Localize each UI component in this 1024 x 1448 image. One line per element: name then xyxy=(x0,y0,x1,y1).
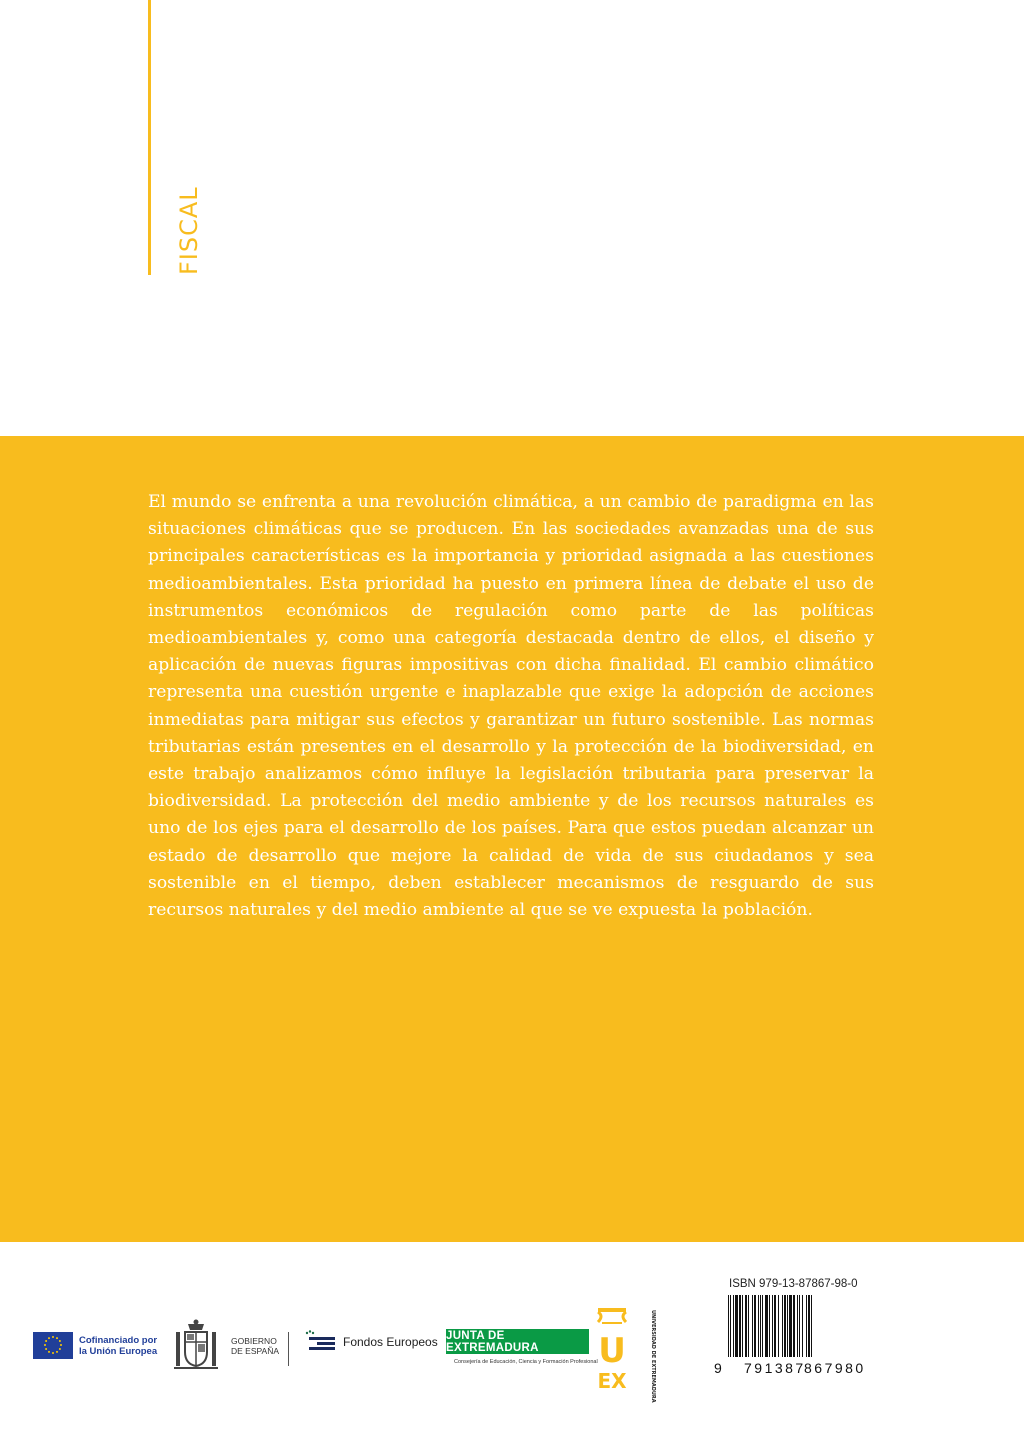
gobierno-text-line2: DE ESPAÑA xyxy=(231,1346,280,1356)
barcode-bar xyxy=(799,1295,800,1357)
barcode-bar xyxy=(735,1295,738,1357)
barcode-bar xyxy=(774,1295,776,1357)
barcode-bar xyxy=(797,1295,798,1357)
barcode-digits-right: 867980 xyxy=(804,1360,866,1376)
gobierno-espana-logo xyxy=(173,1318,279,1374)
eu-text-line1: Cofinanciado por xyxy=(79,1334,158,1346)
barcode-bar xyxy=(752,1295,753,1357)
barcode-bar xyxy=(762,1295,763,1357)
eu-text-line2: la Unión Europea xyxy=(79,1345,158,1357)
isbn-barcode xyxy=(726,1295,866,1362)
barcode-bar xyxy=(730,1295,731,1357)
barcode-bar xyxy=(754,1295,756,1357)
fondos-europeos-logo xyxy=(303,1330,438,1354)
barcode-digit-first: 9 xyxy=(714,1360,722,1376)
fiscal-label: FISCAL xyxy=(175,186,203,275)
barcode-bar xyxy=(765,1295,768,1357)
isbn-label: ISBN 979-13-87867-98-0 xyxy=(729,1278,858,1290)
barcode-bar xyxy=(745,1295,747,1357)
barcode-bar xyxy=(808,1295,810,1357)
barcode-bar xyxy=(802,1295,803,1357)
barcode-bar xyxy=(782,1295,783,1357)
barcode-bar xyxy=(789,1295,792,1357)
barcode-bar xyxy=(748,1295,749,1357)
spine-label xyxy=(153,187,243,277)
junta-extremadura-logo xyxy=(446,1329,598,1365)
logo-separator xyxy=(288,1332,289,1366)
spain-coat-of-arms-icon xyxy=(173,1318,219,1374)
barcode-bar xyxy=(772,1295,773,1357)
gobierno-text-line1: GOBIERNO xyxy=(231,1336,277,1346)
barcode-bar xyxy=(728,1295,729,1357)
back-cover-description: El mundo se enfrenta a una revolución climática, a un cambio de paradigma en las situaciones climáticas que se producen. En las sociedades avanzadas una de sus principales características es la importancia y prioridad asignada a las cuestiones medioambientales. Esta prioridad ha puesto en primera línea de debate el uso de instrumentos económicos de regulación como parte de las políticas medioambientales y, como una categoría destacada dentro de ellos, el diseño y aplicación de nuevas figuras impositivas con dicha finalidad. El cambio climático representa una cuestión urgente e inaplazable que exige la adopción de acciones inmediatas para mitigar sus efectos y garantizar un futuro sostenible. Las normas tributarias están presentes en el desarrollo y la protección de la biodiversidad, en este trabajo analizamos cómo influye la legislación tributaria para preservar la biodiversidad. La protección del medio ambiente y de los recursos naturales es uno de los ejes para el desarrollo de los países. Para que estos puedan alcanzar un estado de desarrollo que mejore la calidad de vida de sus ciudadanos y sea sostenible en el tiempo, deben establecer mecanismos de resguardo de sus recursos naturales y del medio ambiente al que se ve expuesta la población. xyxy=(148,492,874,921)
barcode-bar xyxy=(793,1295,795,1357)
barcode-bar xyxy=(739,1295,741,1357)
fondos-europeos-label: Fondos Europeos xyxy=(343,1335,438,1349)
barcode-bar xyxy=(784,1295,786,1357)
barcode-bar xyxy=(787,1295,788,1357)
barcode-bar xyxy=(758,1295,759,1357)
uex-letters-ex: EX xyxy=(597,1369,627,1393)
junta-subtitle: Consejería de Educación, Ciencia y Formación Profesional xyxy=(454,1359,598,1365)
eu-cofinancing-logo xyxy=(33,1332,157,1359)
sponsor-logos-bar xyxy=(0,1242,1024,1448)
barcode-bar xyxy=(769,1295,770,1357)
barcode-bar xyxy=(733,1295,734,1357)
barcode-bar xyxy=(742,1295,743,1357)
uex-letter-u: U xyxy=(598,1331,626,1371)
barcode-bar xyxy=(806,1295,807,1357)
fondos-europeos-icon xyxy=(303,1330,339,1354)
barcode-bar xyxy=(811,1295,812,1357)
spine-divider-line xyxy=(148,0,151,275)
uex-logo xyxy=(596,1306,660,1416)
uex-vertical-text: UNIVERSIDAD DE EXTREMADURA xyxy=(650,1310,656,1403)
junta-name: JUNTA DE EXTREMADURA xyxy=(446,1329,589,1354)
barcode-digits-left: 791387 xyxy=(744,1360,806,1376)
barcode-bar xyxy=(760,1295,761,1357)
barcode-bar xyxy=(778,1295,779,1357)
eu-flag-icon xyxy=(33,1332,73,1359)
